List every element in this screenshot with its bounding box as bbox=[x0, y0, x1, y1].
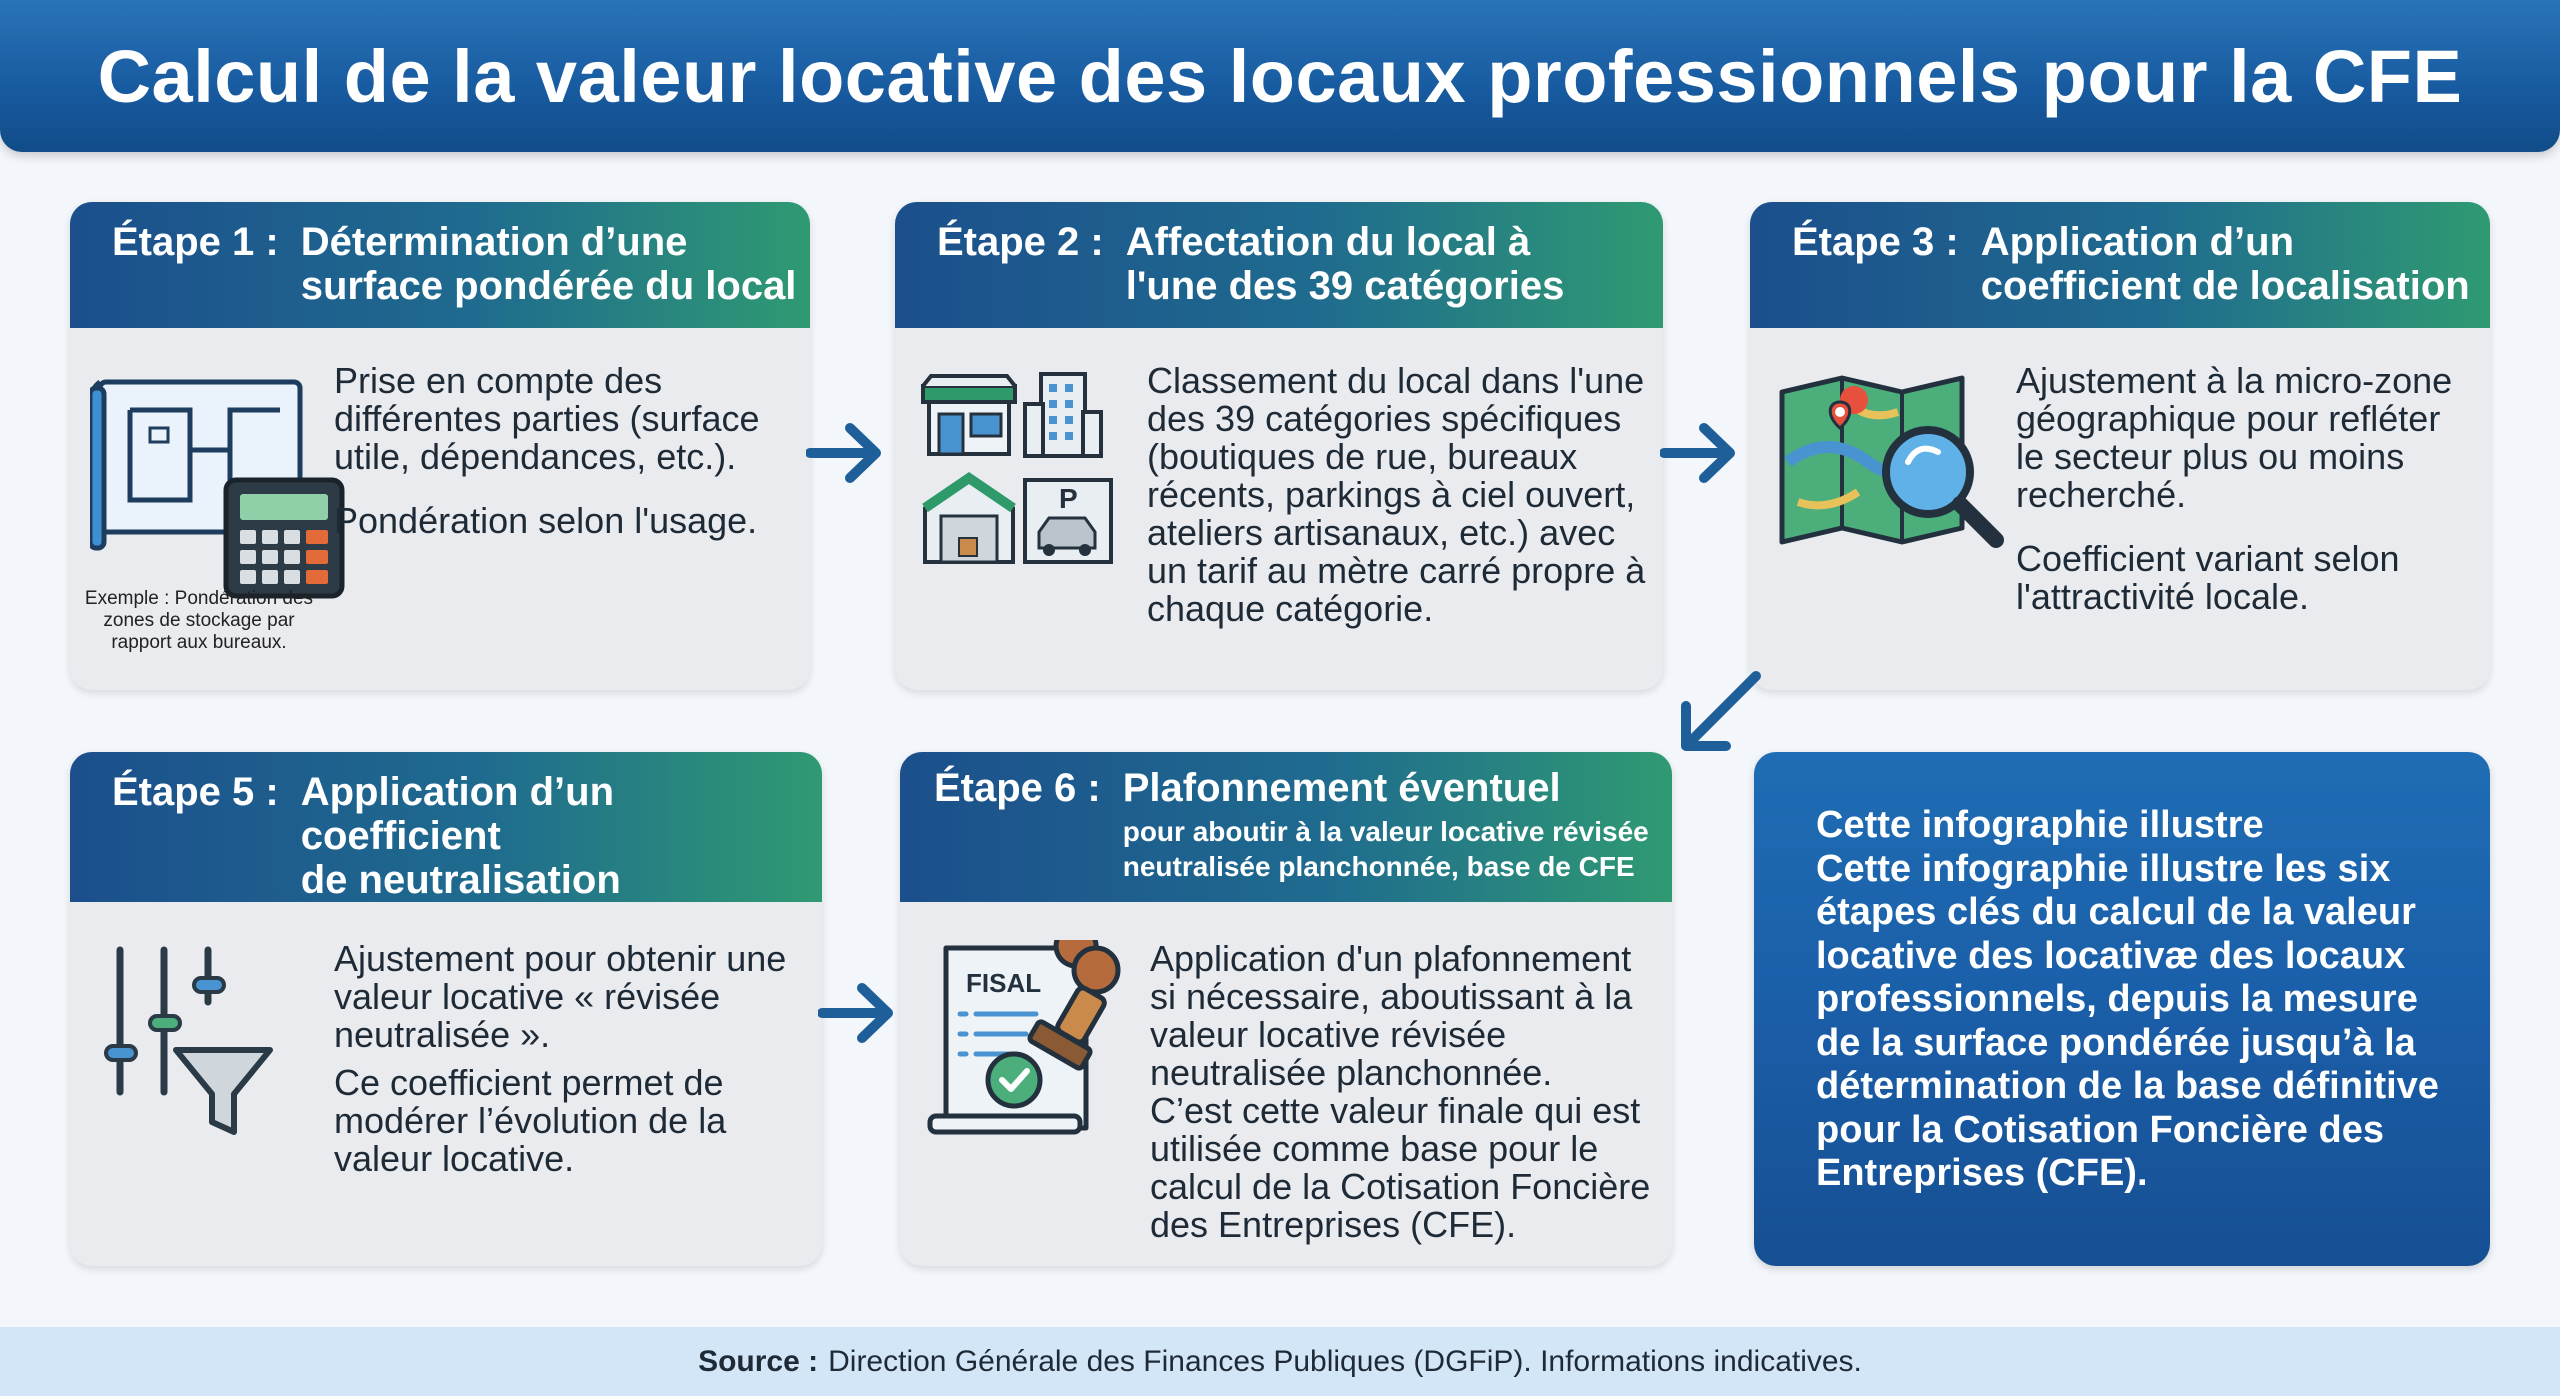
summary-line-7: détermination de la base définitive bbox=[1816, 1065, 2439, 1107]
arrow-right-icon bbox=[806, 420, 886, 491]
step-5-card bbox=[70, 752, 822, 1266]
step-1-header bbox=[70, 202, 810, 328]
step-3-label: Étape 3 : bbox=[1792, 220, 1959, 264]
step-2-title-line-2: l'une des 39 catégories bbox=[1125, 264, 1565, 308]
summary-line-3: étapes clés du calcul de la valeur bbox=[1816, 891, 2416, 933]
step-6-label: Étape 6 : bbox=[934, 766, 1101, 810]
step-2-text bbox=[1147, 362, 1657, 628]
step-6-paragraph-2: C’est cette valeur finale qui est utilisée comme base pour le calcul de la Cotisation Foncière des Entreprises (CFE). bbox=[1150, 1090, 1651, 1245]
step-2-paragraph-1: Classement du local dans l'une des 39 catégories spécifiques (boutiques de rue, bureaux récents, parkings à ciel ouvert, ateliers artisanaux, etc.) avec un tarif au mètre carré propre à chaque catégorie. bbox=[1147, 360, 1646, 629]
summary-line-1: Cette infographie illustre bbox=[1816, 804, 2264, 846]
step-3-title-line-1: Application d’un bbox=[1980, 220, 2295, 264]
page-title: Calcul de la valeur locative des locaux professionnels pour la CFE bbox=[97, 34, 2463, 118]
step-6-text bbox=[1150, 940, 1660, 1244]
step-5-paragraph-1: Ajustement pour obtenir une valeur locative « révisée neutralisée ». bbox=[334, 938, 787, 1055]
summary-line-2: Cette infographie illustre les six bbox=[1816, 847, 2391, 890]
step-5-title-line-1: Application d’un coefficient bbox=[300, 770, 615, 858]
building-categories-icon bbox=[921, 368, 1121, 564]
step-3-text bbox=[2016, 362, 2476, 616]
step-6-card bbox=[900, 752, 1672, 1266]
arrow-right-icon bbox=[818, 980, 898, 1051]
arrow-down-left-icon bbox=[1668, 664, 1768, 769]
fiscal-stamp-icon bbox=[926, 940, 1136, 1140]
svg-text:P: P bbox=[1059, 483, 1078, 514]
step-1-paragraph-1: Prise en compte des différentes parties (surface utile, dépendances, etc.). bbox=[334, 360, 760, 477]
step-1-caption: Exemple : Pondération des zones de stockage par rapport aux bureaux. bbox=[84, 588, 314, 653]
step-3-title-line-2: coefficient de localisation bbox=[1980, 264, 2470, 308]
step-1-title-line-1: Détermination d’une bbox=[300, 220, 688, 264]
step-2-card bbox=[895, 202, 1663, 690]
step-6-paragraph-1: Application d'un plafonnement si nécessaire, aboutissant à la valeur locative révisée neutralisée planchonnée. bbox=[1150, 938, 1633, 1093]
step-3-paragraph-2: Coefficient variant selon l'attractivité locale. bbox=[2016, 538, 2400, 617]
summary-line-6: de la surface pondérée jusqu’à la bbox=[1816, 1021, 2416, 1064]
step-1-card bbox=[70, 202, 810, 690]
source-footer bbox=[0, 1327, 2560, 1396]
step-6-subtitle-line-2: neutralisée planchonnée, base de CFE bbox=[1122, 851, 1635, 882]
step-3-header bbox=[1750, 202, 2490, 328]
summary-line-4: locative des locativæ des locaux bbox=[1816, 934, 2406, 977]
step-5-title-line-2: de neutralisation bbox=[300, 858, 621, 902]
summary-line-8: pour la Cotisation Foncière des bbox=[1816, 1108, 2384, 1151]
map-magnifier-icon bbox=[1778, 372, 2008, 562]
step-3-paragraph-1: Ajustement à la micro-zone géographique pour refléter le secteur plus ou moins recherché. bbox=[2016, 360, 2453, 515]
step-3-card bbox=[1750, 202, 2490, 690]
step-1-title-line-2: surface pondérée du local bbox=[300, 264, 797, 308]
source-text: Direction Générale des Finances Publiques (DGFiP). Informations indicatives. bbox=[828, 1344, 1862, 1378]
step-5-header bbox=[70, 752, 822, 902]
step-5-text bbox=[334, 940, 804, 1178]
summary-line-9: Entreprises (CFE). bbox=[1816, 1152, 2148, 1194]
step-6-subtitle-line-1: pour aboutir à la valeur locative révisée bbox=[1122, 816, 1649, 847]
step-1-text bbox=[334, 362, 794, 540]
step-1-paragraph-2: Pondération selon l'usage. bbox=[334, 500, 758, 541]
step-2-header bbox=[895, 202, 1663, 328]
step-2-label: Étape 2 : bbox=[937, 220, 1104, 264]
title-banner bbox=[0, 0, 2560, 152]
summary-line-5: professionnels, depuis la mesure bbox=[1816, 978, 2418, 1020]
step-1-label: Étape 1 : bbox=[112, 220, 279, 264]
step-6-header bbox=[900, 752, 1672, 902]
step-2-title-line-1: Affectation du local à bbox=[1125, 220, 1531, 264]
step-6-title: Plafonnement éventuel bbox=[1122, 766, 1561, 810]
step-5-label: Étape 5 : bbox=[112, 770, 279, 814]
arrow-right-icon bbox=[1660, 420, 1740, 491]
summary-box bbox=[1754, 752, 2490, 1266]
source-label: Source : bbox=[698, 1344, 819, 1378]
sliders-funnel-icon bbox=[104, 942, 294, 1142]
step-5-paragraph-2: Ce coefficient permet de modérer l’évolution de la valeur locative. bbox=[334, 1062, 727, 1179]
fiscal-doc-text: FISAL bbox=[966, 968, 1042, 998]
